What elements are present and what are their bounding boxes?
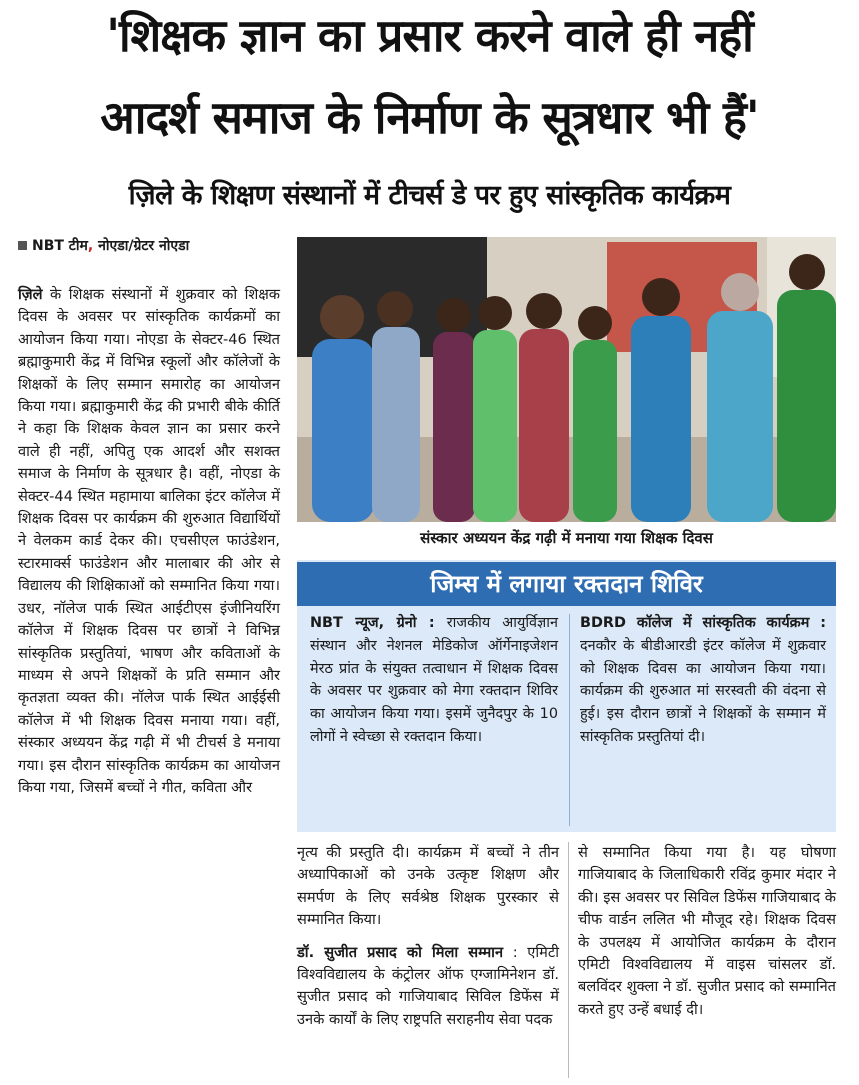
right-column <box>578 842 836 1021</box>
blood-donation-story <box>310 612 558 749</box>
article-continuation: नृत्य की प्रस्तुति दी। कार्यक्रम में बच्चों ने तीन अध्यापिकाओं को उनके उत्कृष्ट शिक्षण और समर्पण के लिए सर्वश्रेष्ठ शिक्षक पुरस्कार से सम्मानित किया। <box>297 844 559 929</box>
byline-place: नोएडा/ग्रेटर नोएडा <box>98 238 190 254</box>
bullet-square-icon <box>18 241 27 250</box>
headline-line-2: आदर्श समाज के निर्माण के सूत्रधार भी हैं' <box>100 91 759 144</box>
article-body: के शिक्षक संस्थानों में शुक्रवार को शिक्षक दिवस के अवसर पर सांस्कृतिक कार्यक्रमों का आयोजन किया गया। नोएडा के सेक्टर-46 स्थित ब्रह्माकुमारी केंद्र में विभिन्न स्कूलों और कॉलेजों के शिक्षकों के लिए सम्मान समारोह का आयोजन किया गया। ब्रह्माकुमारी केंद्र की प्रभारी बीके कीर्ति ने कहा कि शिक्षक केवल ज्ञान का प्रसार करने वाले ही नहीं, अपितु एक आदर्श और सशक्त समाज के निर्माण के सूत्रधार है। वहीं, नोएडा के सेक्टर-44 स्थित महामाया बालिका इंटर कॉलेज में शिक्षक दिवस पर कार्यक्रम की शुरुआत विद्यार्थियों ने वेलकम कार्ड देकर की। एचसीएल फाउंडेशन, स्टारमार्क्स फाउंडेशन और मालाबार की ओर से विद्यालय की शिक्षिकाओं को सम्मानित किया गया। उधर, नॉलेज पार्क स्थित आईटीएस इंजीनियरिंग कॉलेज में शिक्षक दिवस पर छात्रों ने विभिन्न सांस्कृतिक प्रस्तुतियां, भाषण और कविताओं के माध्यम से अपने शिक्षकों के प्रति सम्मान और कृतज्ञता व्यक्त की। नॉलेज पार्क स्थित आईईसी कॉलेज में भी शिक्षक दिवस मनाया गया। वहीं, संस्कार अध्ययन केंद्र गढ़ी में भी टीचर्स डे मनाया गया। इस दौरान सांस्कृतिक कार्यक्रम का आयोजन किया गया, जिसमें बच्चों ने गीत, कविता और <box>18 286 280 796</box>
bdrd-lead: BDRD कॉलेज में सांस्कृतिक कार्यक्रम : <box>580 615 826 631</box>
event-photo <box>297 237 836 522</box>
photo-caption: संस्कार अध्ययन केंद्र गढ़ी में मनाया गया शिक्षक दिवस <box>420 529 713 547</box>
blood-donation-body: राजकीय आयुर्विज्ञान संस्थान और नेशनल मेडिकोज ऑर्गेनाइजेशन मेरठ प्रांत के संयुक्त तत्वाधान में शिक्षक दिवस के अवसर पर शुक्रवार को मेगा रक्तदान शिविर का आयोजन किया गया। इसमें जुनैदपुर के 10 लोगों ने स्वेच्छा से रक्तदान किया। <box>310 615 558 745</box>
headline-line-1: 'शिक्षक ज्ञान का प्रसार करने वाले ही नहीं <box>106 9 753 62</box>
byline: NBT टीम, नोएडा/ग्रेटर नोएडा <box>18 236 189 255</box>
sujeet-body: : एमिटी विश्वविद्यालय के कंट्रोलर ऑफ एग्जामिनेशन डॉ. सुजीत प्रसाद को गाजियाबाद सिविल डिफेंस में उनके कार्यों के लिए राष्ट्रपति सराहनीय सेवा पदक <box>297 943 560 1028</box>
blood-donation-box-title: जिम्स में लगाया रक्तदान शिविर <box>297 562 836 606</box>
sujeet-continuation: से सम्मानित किया गया है। यह घोषणा गाजियाबाद के जिलाधिकारी रविंद्र कुमार मंदार ने की। इस अवसर पर सिविल डिफेंस गाजियाबाद के चीफ वार्डन ललित भी मौजूद रहे। शिक्षक दिवस के उपलक्ष्य में आयोजित कार्यक्रम के दौरान एमिटी विश्वविद्यालय में वाइस चांसलर डॉ. बलविंदर शुक्ला ने डॉ. सुजीत प्रसाद को सम्मानित करते हुए उन्हें बधाई दी। <box>578 844 836 1018</box>
byline-agency: NBT टीम <box>32 238 88 254</box>
sujeet-subhead: डॉ. सुजीत प्रसाद को मिला सम्मान <box>297 943 504 961</box>
box-column-divider <box>569 614 570 826</box>
column-gutter-divider <box>568 842 569 1078</box>
subheadline: ज़िले के शिक्षण संस्थानों में टीचर्स डे पर हुए सांस्कृतिक कार्यक्रम <box>128 180 731 211</box>
main-article-column <box>18 284 280 799</box>
bdrd-college-story <box>580 612 826 749</box>
blood-donation-lead: NBT न्यूज, ग्रेनो : <box>310 615 435 631</box>
middle-column <box>297 842 559 1031</box>
bdrd-body: दनकौर के बीडीआरडी इंटर कॉलेज में शुक्रवार को शिक्षक दिवस का आयोजन किया गया। कार्यक्रम की शुरुआत मां सरस्वती की वंदना से हुई। इस दौरान छात्रों ने शिक्षकों के सम्मान में सांस्कृतिक प्रस्तुतियां दी। <box>580 637 826 745</box>
article-lead-word: ज़िले <box>18 286 43 303</box>
teachers-group-photo-illustration <box>297 237 836 522</box>
